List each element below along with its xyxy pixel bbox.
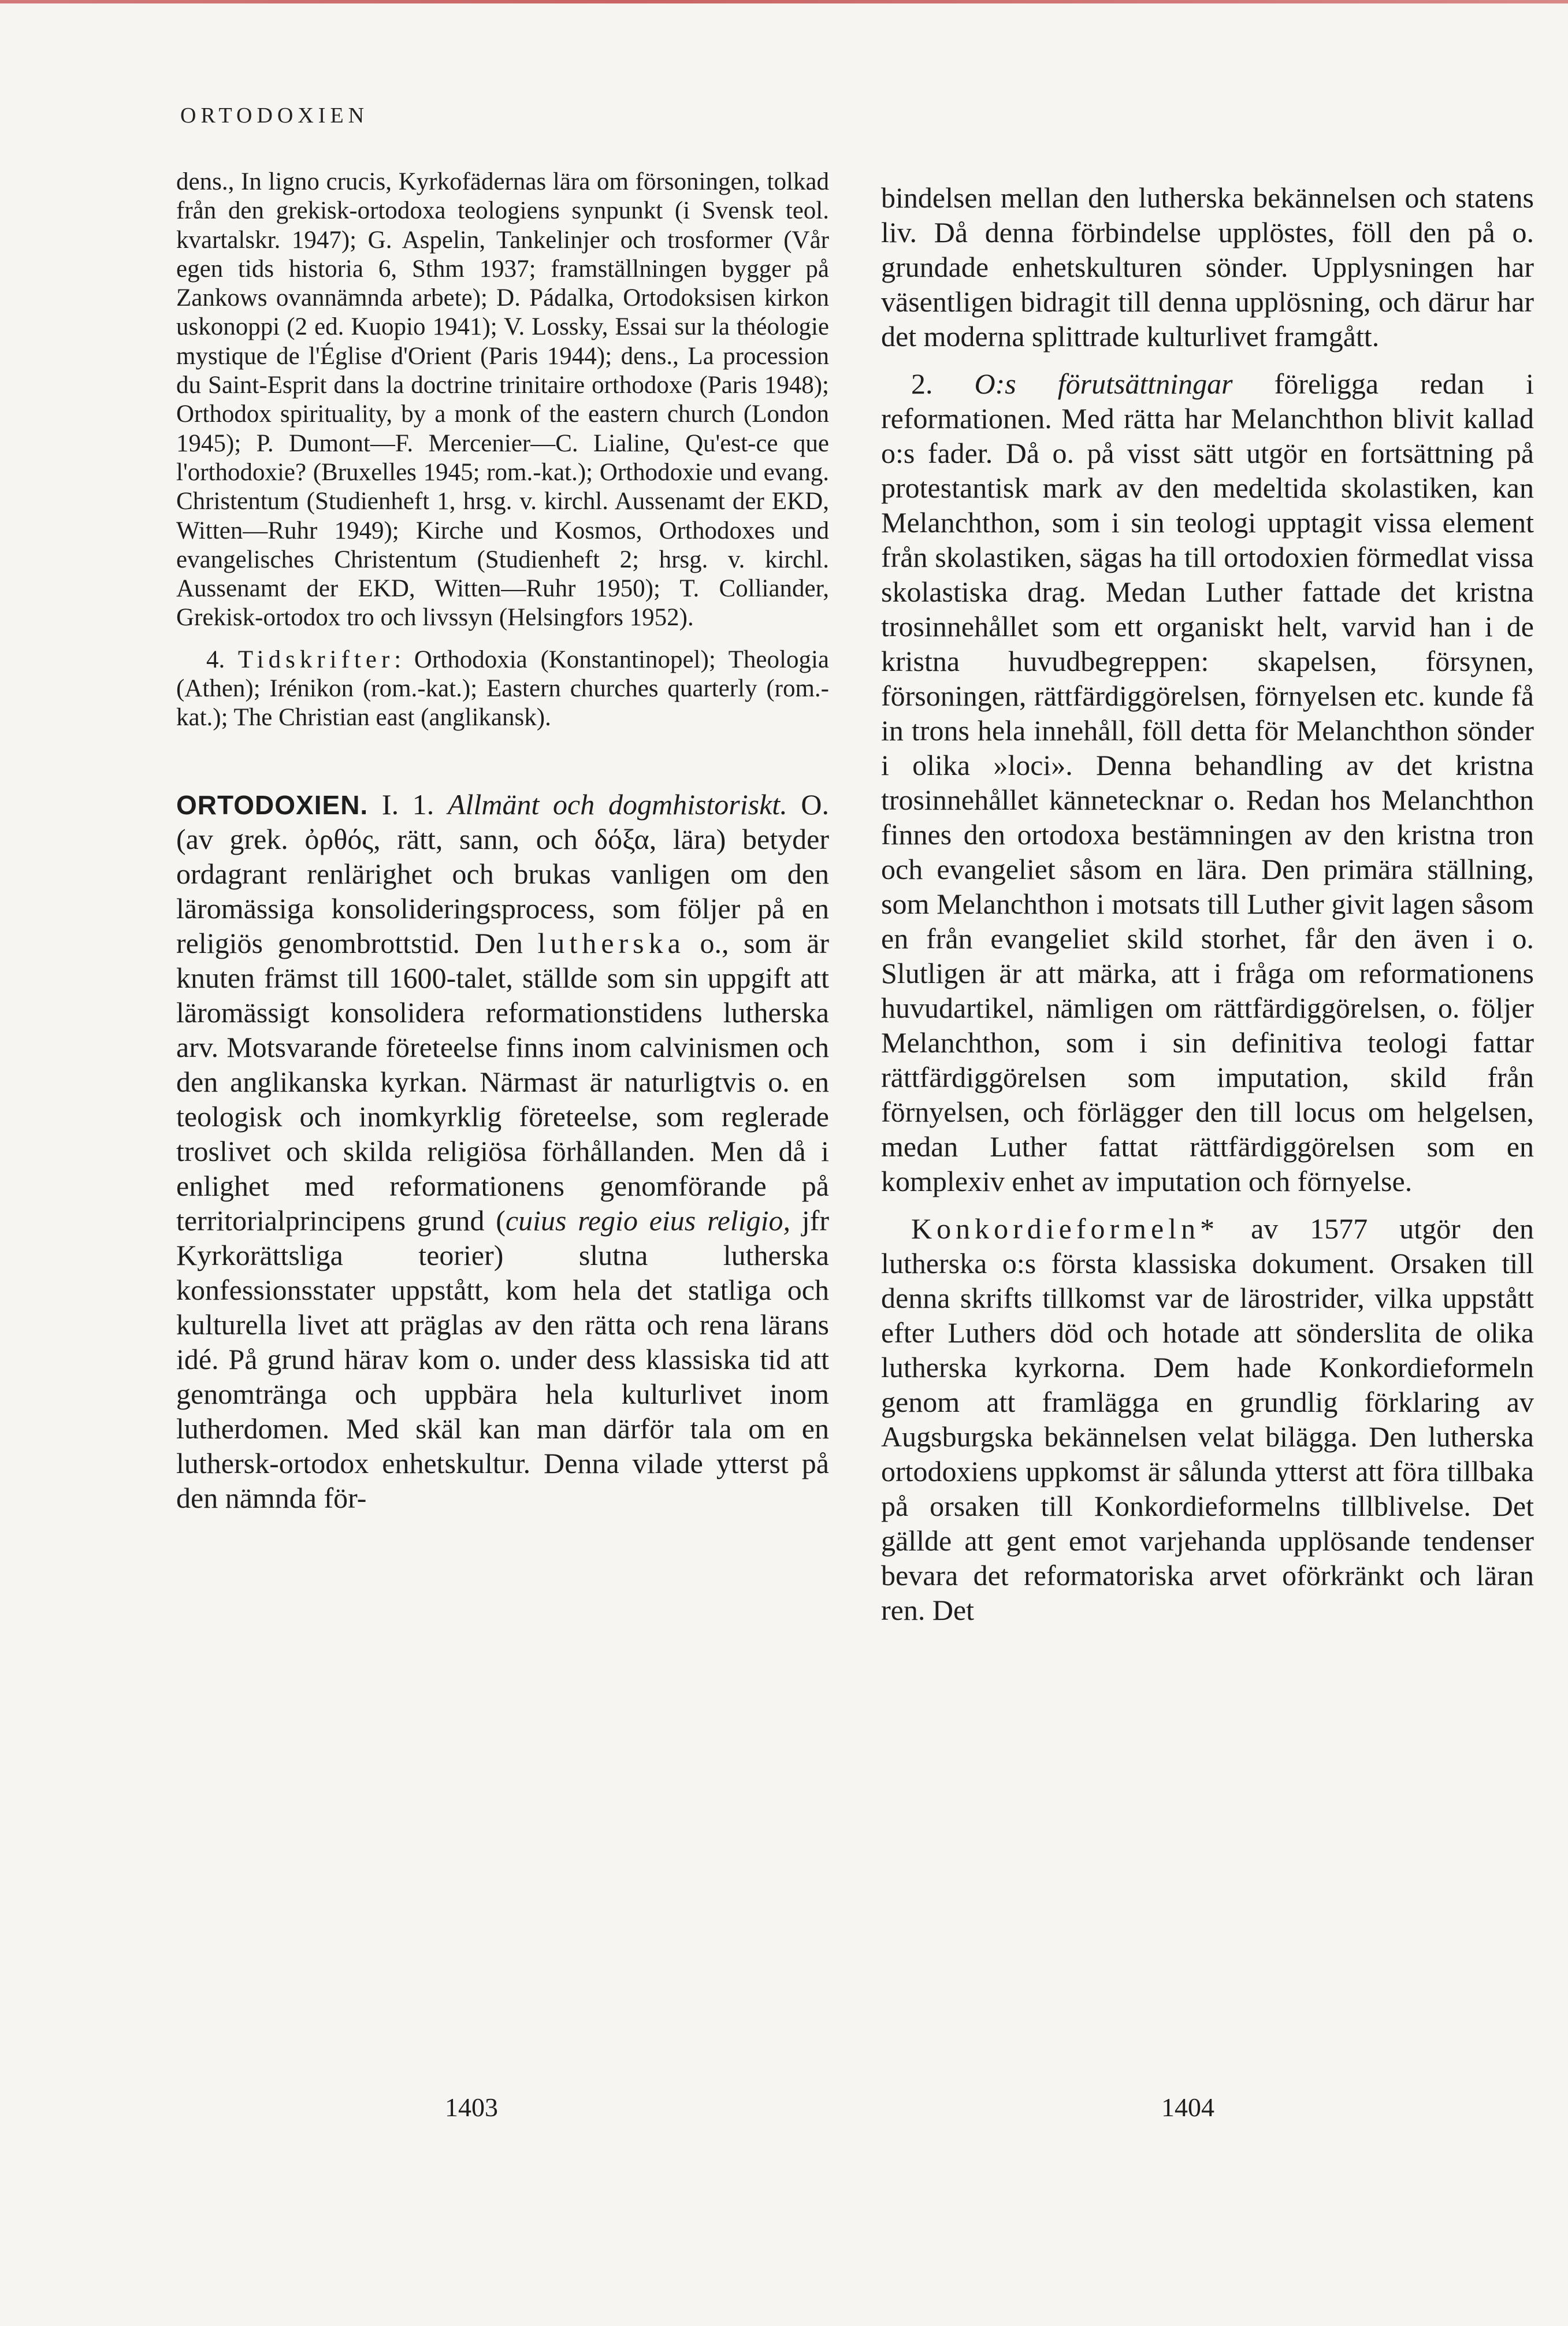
para3-text: av 1577 utgör den lutherska o:s första klassiska dokument. Orsaken till denna skrifts tillkomst var de lärostrider, vilka uppstått efter Luthers död och hotade att sönderslita de olika lutherska kyrkorna. Dem hade Konkordieformeln genom att framlägga en grundlig förklaring av Augsburgska bekännelsen velat bilägga. Den lutherska ortodoxiens uppkomst är sålunda ytterst att föra tillbaka på orsaken till Konkordieformelns tillblivelse. Det gällde att gent emot varjehanda upplösande tendenser bevara det reformatoriska arvet oförkränkt och läran ren. Det: [881, 1212, 1534, 1626]
tidskrifter-label: Tidskrifter: [237, 646, 395, 673]
article-paragraph: [176, 787, 829, 1515]
tidskrifter-text: : Orthodoxia (Konstantinopel); Theologia (Athen); Irénikon (rom.-kat.); Eastern churches quarterly (rom.-kat.); The Christian east (anglikansk).: [176, 646, 829, 732]
section-gap: [176, 745, 829, 787]
section-title: Allmänt och dogmhistoriskt.: [448, 788, 787, 821]
page-number-right: 1404: [1161, 2093, 1214, 2122]
left-column: [176, 168, 829, 1528]
para2-italic-term: O:s förutsättningar: [974, 368, 1233, 400]
running-head: ORTODOXIEN: [180, 103, 369, 128]
article-text-2: o., som är knuten främst till 1600-talet, ställde som sin uppgift att läromässigt konsolidera reformationstidens lutherska arv. Motsvarande företeelse finns inom calvinismen och den anglikanska kyrkan. Närmast är naturligtvis o. en teologisk och inomkyrklig företeelse, som reglerade troslivet och skilda religiösa förhållanden. Men då i enlighet med reformationens genomförande på territorialprincipens grund (: [176, 926, 829, 1237]
right-column: [881, 180, 1534, 1640]
para2-text: föreligga redan i reformationen. Med rätta har Melanchthon blivit kallad o:s fader. Då o. på visst sätt utgör en fortsättning på protestantisk mark av den medeltida skolastiken, kan Melanchthon, som i sin teologi upptagit vissa element från skolastiken, sägas ha till ortodoxien förmedlat vissa skolastiska drag. Medan Luther fattade det kristna trosinnehållet som ett organiskt helt, varvid han i de kristna huvudbegreppen: skapelsen, försynen, försoningen, rättfärdiggörelsen, förnyelsen etc. kunde få in trons hela innehåll, föll detta för Melanchthon sönder i olika »loci». Denna behandling av det kristna trosinnehållet kännetecknar o. Redan hos Melanchthon finnes den ortodoxa bestämningen av den kristna tron och evangeliet såsom en lära. Den primära ställning, som Melanchthon i motsats till Luther givit lagen såsom en från evangeliet skild storhet, får den även i o. Slutligen är att märka, att i fråga om reformationens huvudartikel, nämligen om rättfärdiggörelsen, o. följer Melanchthon, som i sin definitiva teologi fattar rättfärdiggörelsen som imputation, skild från förnyelsen, och förlägger den till locus om helgelsen, medan Luther fattat rättfärdiggörelsen som en komplexiv enhet av imputation och förnyelse.: [881, 368, 1534, 1197]
cuius-regio-phrase: cuius regio eius religio,: [505, 1204, 791, 1237]
tidskrifter-paragraph: [176, 646, 829, 733]
right-paragraph-2: [881, 366, 1534, 1199]
article-block: [176, 787, 829, 1515]
article-headword: ORTODOXIEN.: [176, 789, 369, 820]
tidskrifter-number: 4.: [206, 646, 225, 673]
right-paragraph-1: bindelsen mellan den lutherska bekännelsen och statens liv. Då denna förbindelse upplöstes, föll den på o. grundade enhetskulturen sönder. Upplysningen har väsentligen bidragit till denna upplösning, och därur har det moderna splittrade kulturlivet framgått.: [881, 181, 1534, 353]
lutherska-spaced: lutherska: [537, 926, 685, 959]
page-number-left: 1403: [445, 2093, 498, 2122]
konkordieformeln-spaced: Konkordieformeln*: [911, 1212, 1220, 1245]
bibliography-block: [176, 168, 829, 733]
para2-number: 2.: [911, 368, 933, 400]
right-paragraph-3: [881, 1211, 1534, 1627]
section-number: I. 1.: [381, 788, 434, 821]
article-text-3: jfr Kyrkorättsliga teorier) slutna lutherska konfessionsstater uppstått, kom hela det statliga och kulturella livet att präglas av den rätta och rena lärans idé. På grund härav kom o. under dess klassiska tid att genomtränga och uppbära hela kulturlivet inom lutherdomen. Med skäl kan man därför tala om en luthersk-ortodox enhetskultur. Denna vilade ytterst på den nämnda för-: [176, 1204, 829, 1514]
article-text-1: O. (av grek. ὀρθός, rätt, sann, och δόξα, lära) betyder ordagrant renlärighet och brukas vanligen om den läromässiga konsolideringsprocess, som följer på en religiös genombrottstid. Den: [176, 788, 830, 959]
bibliography-paragraph: dens., In ligno crucis, Kyrkofädernas lära om försoningen, tolkad från den grekisk-ortodoxa teologiens synpunkt (i Svensk teol. kvartalskr. 1947); G. Aspelin, Tankelinjer och trosformer (Vår egen tids historia 6, Sthm 1937; framställningen bygger på Zankows ovannämnda arbete); D. Pádalka, Ortodoksisen kirkon uskonoppi (2 ed. Kuopio 1941); V. Lossky, Essai sur la théologie mystique de l'Église d'Orient (Paris 1944); dens., La procession du Saint-Esprit dans la doctrine trinitaire orthodoxe (Paris 1948); Orthodox spirituality, by a monk of the eastern church (London 1945); P. Dumont—F. Mercenier—C. Lialine, Qu'est-ce que l'orthodoxie? (Bruxelles 1945; rom.-kat.); Orthodoxie und evang. Christentum (Studienheft 1, hrsg. v. kirchl. Aussenamt der EKD, Witten—Ruhr 1949); Kirche und Kosmos, Orthodoxes und evangelisches Christentum (Studienheft 2; hrsg. v. kirchl. Aussenamt der EKD, Witten—Ruhr 1950); T. Colliander, Grekisk-ortodox tro och livssyn (Helsingfors 1952).: [176, 168, 829, 632]
